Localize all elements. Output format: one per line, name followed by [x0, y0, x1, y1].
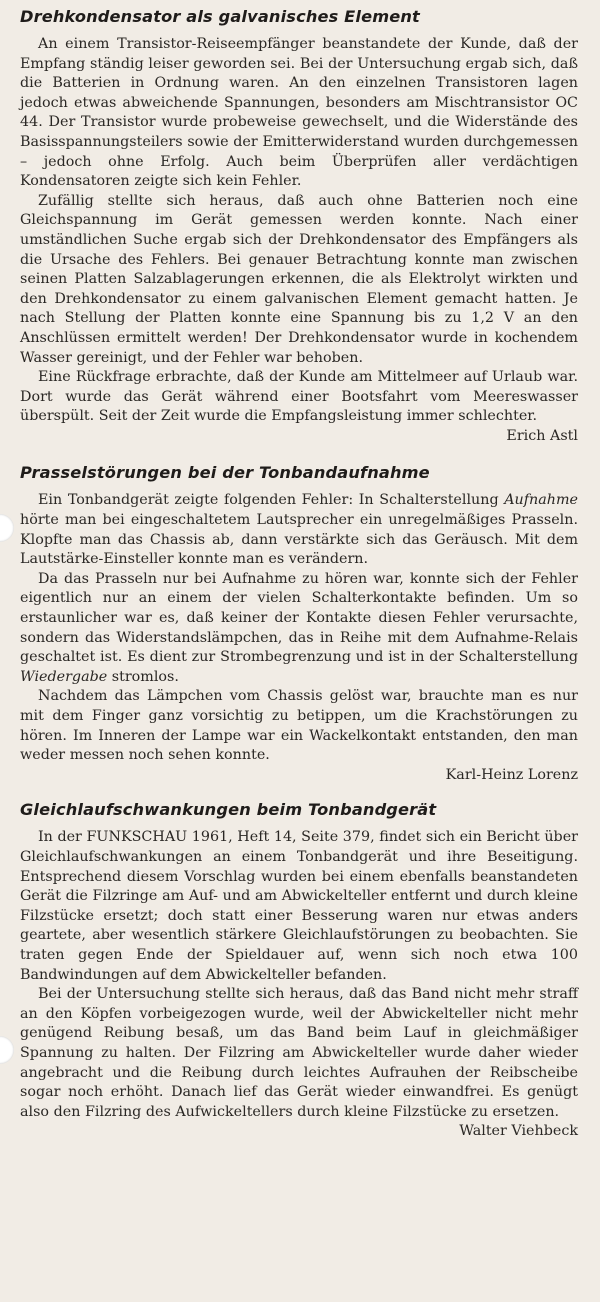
author-signature: Erich Astl: [506, 427, 578, 444]
article-gleichlaufschwankungen: [20, 800, 578, 1142]
paragraph-text: hörte man bei eingeschaltetem Lautsprecher ein unregelmäßiges Prasseln. Klopfte man das Chassis ab, dann verstärkte sich das Geräusch. Mit dem Lautstärke-Einsteller konnte man es verändern.: [20, 512, 578, 568]
emphasized-term: Aufnahme: [504, 492, 578, 509]
article-heading: Gleichlaufschwankungen beim Tonbandgerät: [20, 800, 437, 820]
article-prasselstoerungen: [20, 463, 578, 785]
article-paragraph: Bei der Untersuchung stellte sich heraus, daß das Band nicht mehr straff an den Köpfen vorbeigezogen wurde, weil der Abwickelteller nicht mehr genügend Reibung besaß, um das Band beim Lauf in gleichmäßiger Spannung zu halten. Der Filzring am Abwickelteller wurde daher wieder angebracht und die Reibung durch leichtes Aufrauhen der Reibscheibe sogar noch erhöht. Danach lief das Gerät wieder einwandfrei. Es genügt also den Filzring des Aufwickeltellers durch kleine Filzstücke zu ersetzen.: [20, 986, 578, 1120]
article-paragraph: In der FUNKSCHAU 1961, Heft 14, Seite 379, findet sich ein Bericht über Gleichlaufschwankungen an einem Tonbandgerät und ihre Beseitigung. Entsprechend diesem Vorschlag wurden bei einem ebenfalls beanstandeten Gerät die Filzringe am Auf- und am Abwickelteller entfernt und durch kleine Filzstücke ersetzt; doch statt einer Besserung waren nur etwas anders geartete, aber wesentlich stärkere Gleichlaufstörungen zu beobachten. Sie traten gegen Ende der Spieldauer auf, wenn sich noch etwa 100 Bandwindungen auf dem Abwickelteller befanden.: [20, 829, 578, 983]
article-heading: Prasselstörungen bei der Tonbandaufnahme: [20, 463, 430, 483]
author-signature: Karl-Heinz Lorenz: [445, 766, 578, 783]
article-paragraph: Zufällig stellte sich heraus, daß auch ohne Batterien noch eine Gleichspannung im Gerät gemessen werden konnte. Nach einer umständlichen Suche ergab sich der Drehkondensator des Empfängers als die Ursache des Fehlers. Bei genauer Betrachtung konnte man zwischen seinen Platten Salzablagerungen erkennen, die als Elektrolyt wirkten und den Drehkondensator zu einem galvanischen Element gemacht hatten. Je nach Stellung der Platten konnte eine Spannung bis zu 1,2 V an den Anschlüssen ermittelt werden! Der Drehkondensator wurde in kochendem Wasser gereinigt, und der Fehler war behoben.: [20, 192, 578, 366]
emphasized-term: Wiedergabe: [20, 668, 108, 685]
paragraph-text: stromlos.: [107, 668, 179, 685]
article-paragraph: [20, 491, 578, 569]
article-paragraph: [20, 570, 578, 688]
article-drehkondensator: [20, 7, 578, 446]
paragraph-text: Eine Rückfrage erbrachte, daß der Kunde am Mittelmeer auf Urlaub war. Dort wurde das Gerät während einer Bootsfahrt vom Meereswasser überspült. Seit der Zeit wurde die Empfangsleistung immer schlechter.: [20, 369, 578, 425]
paragraph-text: Da das Prasseln nur bei Aufnahme zu hören war, konnte sich der Fehler eigentlich nur an einem der vielen Schalterkontakte befinden. Um so erstaunlicher war es, daß keiner der Kontakte diesen Fehler verursachte, sondern das Widerstandslämpchen, das in Reihe mit dem Aufnahme-Relais geschaltet ist. Es dient zur Strombegrenzung und ist in der Schalterstellung: [20, 570, 578, 666]
article-paragraph: [20, 368, 578, 444]
author-signature: Walter Viehbeck: [459, 1123, 578, 1140]
article-paragraph: An einem Transistor-Reiseempfänger beanstandete der Kunde, daß der Empfang ständig leiser geworden sei. Bei der Untersuchung ergab sich, daß die Batterien in Ordnung waren. An den einzelnen Transistoren lagen jedoch etwas abweichende Spannungen, besonders am Mischtransistor OC 44. Der Transistor wurde probeweise gewechselt, und die Widerstände des Basisspannungsteilers sowie der Emitterwiderstand wurden durchgemessen – jedoch ohne Erfolg. Auch beim Überprüfen aller verdächtigen Kondensatoren zeigte sich kein Fehler.: [20, 36, 578, 190]
article-paragraph: Nachdem das Lämpchen vom Chassis gelöst war, brauchte man es nur mit dem Finger ganz vorsichtig zu betippen, um die Krachstörungen zu hören. Im Inneren der Lampe war ein Wackelkontakt entstanden, den man weder messen noch sehen konnte.: [20, 688, 578, 764]
paragraph-text: Ein Tonbandgerät zeigte folgenden Fehler: In Schalterstellung: [38, 492, 505, 509]
article-heading: Drehkondensator als galvanisches Element: [20, 7, 420, 26]
